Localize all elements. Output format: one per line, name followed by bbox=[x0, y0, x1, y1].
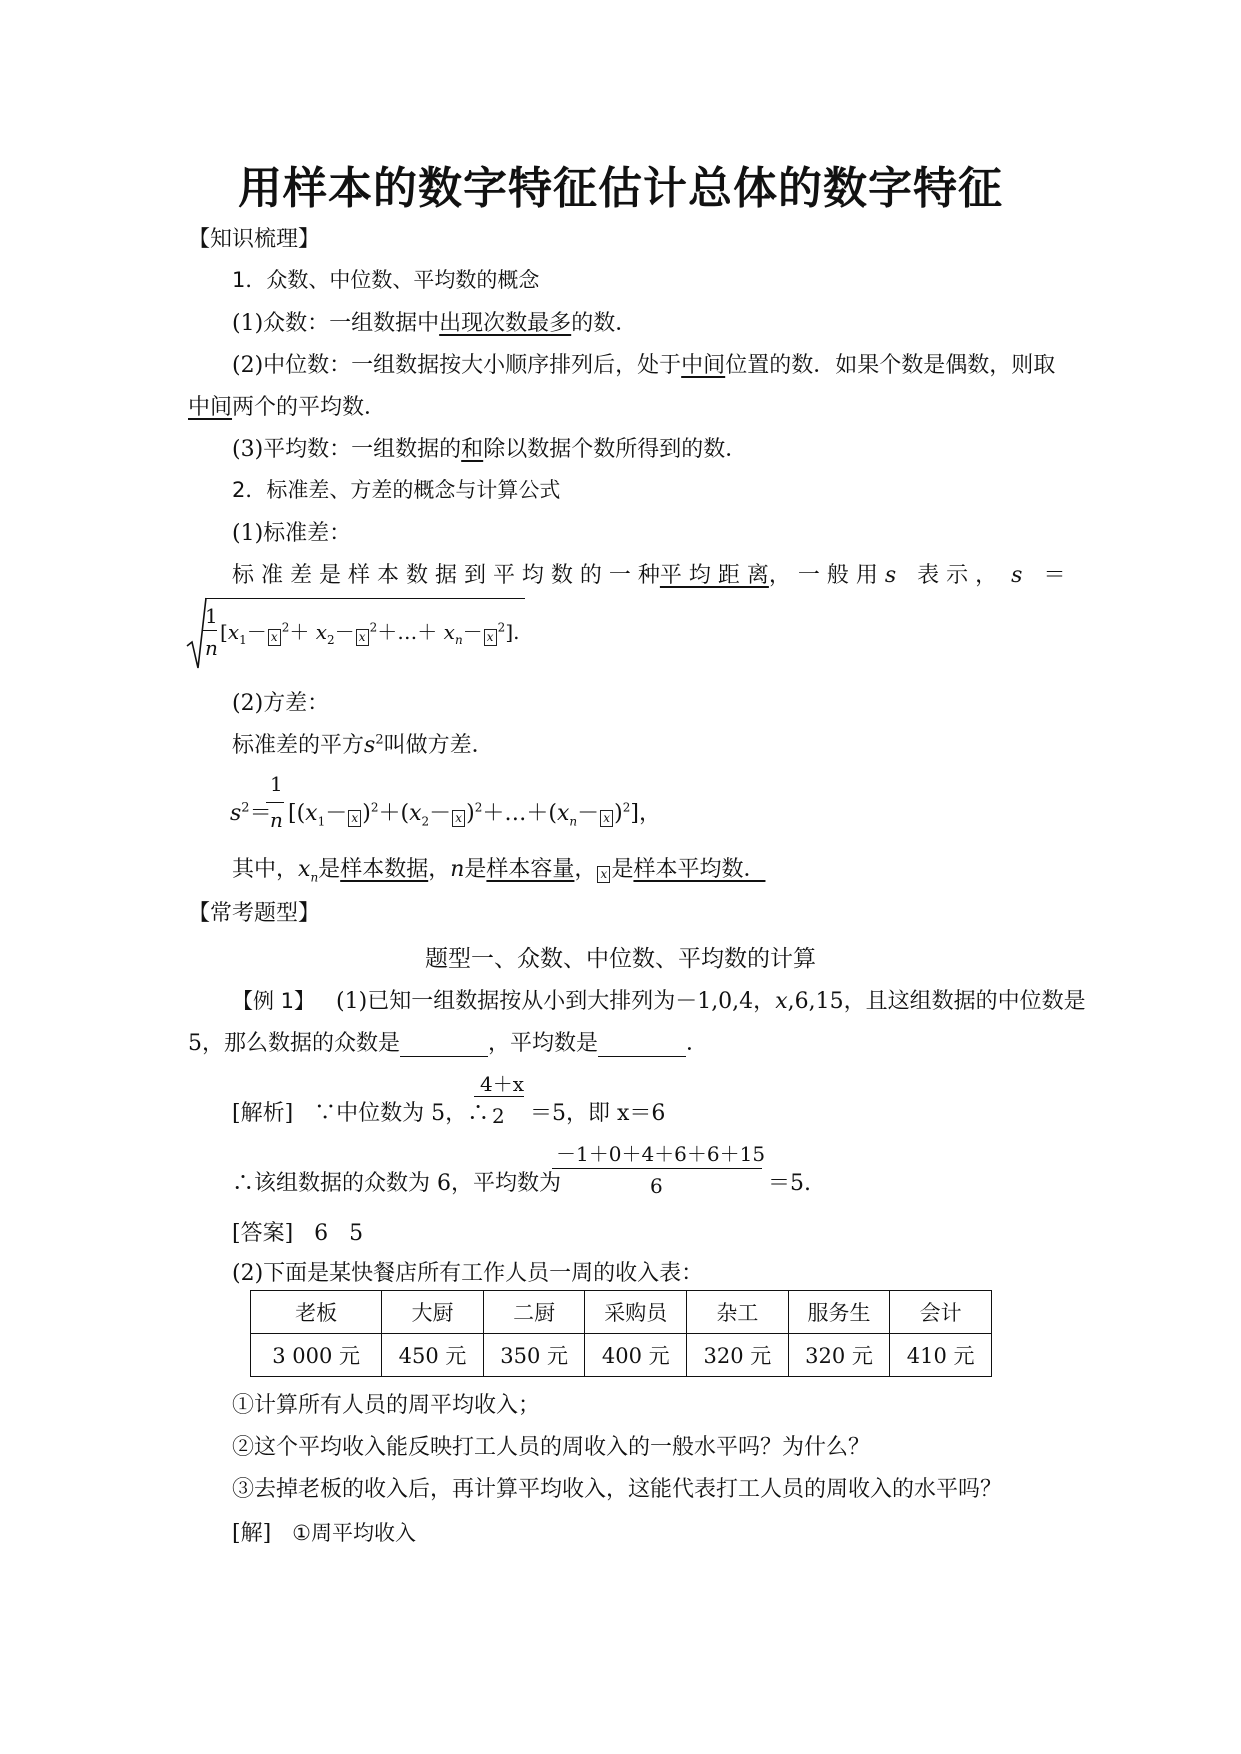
std-sum: [$x_1- x^2+ x_2-$ $x^2+\dots+ x_n- x^2$]. bbox=[220, 620, 520, 647]
question2-text: (2)下面是某快餐店所有工作人员一周的收入表： bbox=[232, 1261, 704, 1286]
table-header-cell: 服务生 bbox=[788, 1291, 890, 1334]
section-knowledge: 【知识梳理】 bbox=[188, 227, 321, 252]
table-cell: 410 元 bbox=[890, 1334, 992, 1377]
table-row bbox=[251, 1291, 992, 1334]
heading-std-variance: 2．标准差、方差的概念与计算公式 bbox=[232, 478, 561, 502]
question-item-3: ③去掉老板的收入后，再计算平均收入，这能代表打工人员的周收入的水平吗？ bbox=[232, 1477, 1003, 1502]
std-heading: (1)标准差： bbox=[232, 521, 352, 546]
answer-blank-mean[interactable] bbox=[598, 1034, 686, 1057]
std-definition: 标 准 差 是 样 本 数 据 到 平 均 数 的 一 种平 均 距 离， 一 般 用 s 表 示 ， s ＝ bbox=[232, 563, 1066, 588]
table-cell: 320 元 bbox=[788, 1334, 890, 1377]
question-item-2: ②这个平均收入能反映打工人员的周收入的一般水平吗？为什么？ bbox=[232, 1435, 871, 1460]
formula-legend: 其中，$x_n$是样本数据，n是样本容量， x 是样本平均数． bbox=[232, 857, 766, 885]
table-header-cell: 老板 bbox=[251, 1291, 382, 1334]
section-common-types: 【常考题型】 bbox=[188, 901, 321, 926]
table-row bbox=[251, 1334, 992, 1377]
median-definition-line1: (2)中位数：一组数据按大小顺序排列后，处于中间位置的数．如果个数是偶数，则取 bbox=[232, 353, 1056, 378]
mean-definition: (3)平均数：一组数据的和除以数据个数所得到的数． bbox=[232, 437, 748, 462]
table-cell: 350 元 bbox=[483, 1334, 585, 1377]
variance-sum: [($x_1- x$ )$^2+(x_2- x$ )$^2+\dots+(x_n- x$ )$^2$]， bbox=[288, 800, 661, 829]
question-item-1: ①计算所有人员的周平均收入； bbox=[232, 1393, 541, 1418]
example1-line2: 5，那么数据的众数是 ，平均数是 ． bbox=[188, 1031, 709, 1056]
variance-heading: (2)方差： bbox=[232, 691, 330, 716]
median-definition-line2: 中间两个的平均数． bbox=[188, 395, 387, 420]
type1-heading: 题型一、众数、中位数、平均数的计算 bbox=[425, 946, 816, 972]
income-table bbox=[250, 1290, 992, 1377]
page-title: 用样本的数字特征估计总体的数字特征 bbox=[238, 163, 1003, 214]
answer-blank-mode[interactable] bbox=[400, 1034, 488, 1057]
table-header-cell: 采购员 bbox=[585, 1291, 687, 1334]
table-header-cell: 大厨 bbox=[382, 1291, 484, 1334]
table-header-cell: 杂工 bbox=[687, 1291, 789, 1334]
variance-definition: 标准差的平方$s^2$叫做方差． bbox=[232, 732, 494, 758]
table-cell: 450 元 bbox=[382, 1334, 484, 1377]
table-cell: 320 元 bbox=[687, 1334, 789, 1377]
solution-line: [解] ①周平均收入 bbox=[232, 1521, 416, 1546]
heading-concepts: 1．众数、中位数、平均数的概念 bbox=[232, 268, 540, 292]
example1-line1: 【例 1】 (1)已知一组数据按从小到大排列为－1,0,4，x,6,15，且这组数据的中位数是 bbox=[232, 989, 1086, 1014]
table-cell: 3 000 元 bbox=[251, 1334, 382, 1377]
table-cell: 400 元 bbox=[585, 1334, 687, 1377]
table-header-cell: 二厨 bbox=[483, 1291, 585, 1334]
answer-line: [答案] 6 5 bbox=[232, 1221, 364, 1246]
mode-definition: (1)众数：一组数据中出现次数最多的数． bbox=[232, 311, 638, 336]
table-header-cell: 会计 bbox=[890, 1291, 992, 1334]
